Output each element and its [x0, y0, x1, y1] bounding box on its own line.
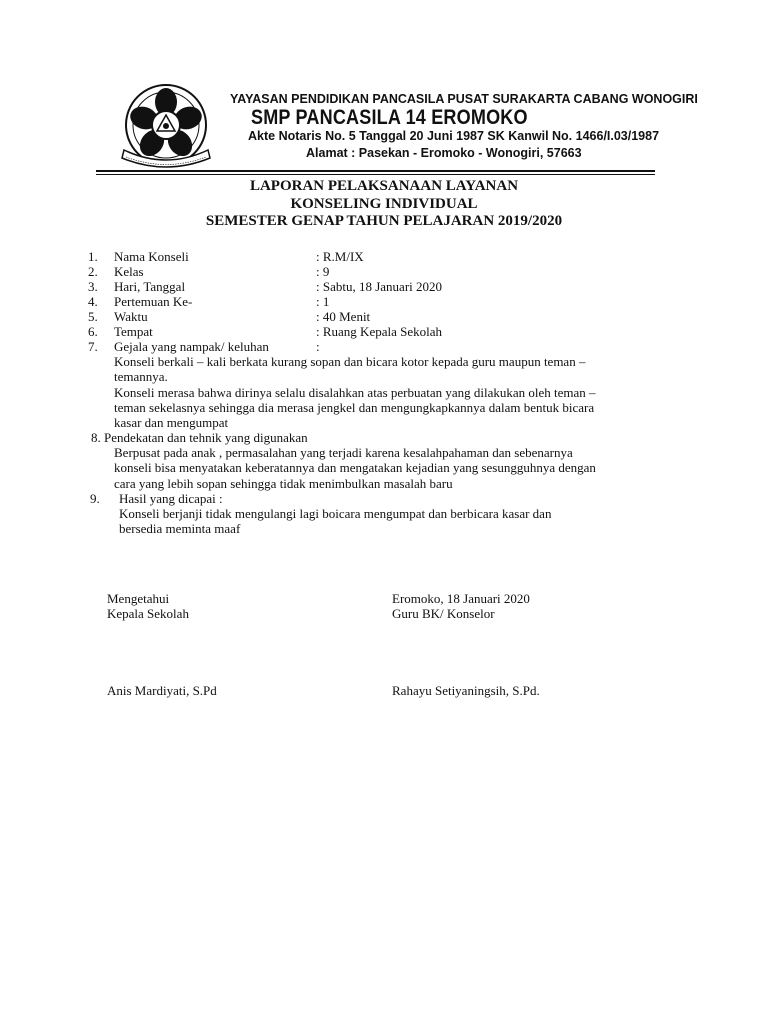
field-value-tempat: : Ruang Kepala Sekolah: [316, 324, 442, 339]
field-label-kelas: Kelas: [114, 264, 144, 279]
field-label-tempat: Tempat: [114, 324, 153, 339]
approach-paragraph: [114, 445, 596, 491]
field-value-hari-tanggal: : Sabtu, 18 Januari 2020: [316, 279, 443, 294]
signature-left-acknowledged: Mengetahui: [107, 591, 170, 606]
result-heading: Hasil yang dicapai :: [119, 491, 223, 506]
field-number: 1.: [88, 249, 98, 264]
field-number: 3.: [88, 279, 98, 294]
signature-left-role: Kepala Sekolah: [107, 606, 189, 621]
signature-right-place-date: Eromoko, 18 Januari 2020: [392, 591, 530, 606]
field-number: 4.: [88, 294, 98, 309]
result-number: 9.: [90, 491, 100, 506]
complaint-line: temannya.: [114, 369, 168, 385]
letterhead-divider-thin: [96, 174, 655, 175]
complaint-line: kasar dan mengumpat: [114, 415, 229, 431]
field-label-gejala: Gejala yang nampak/ keluhan: [114, 339, 269, 354]
foundation-name: YAYASAN PENDIDIKAN PANCASILA PUSAT SURAKARTA CABANG WONOGIRI: [230, 92, 698, 106]
result-line: bersedia meminta maaf: [119, 521, 241, 537]
field-value-pertemuan: : 1: [316, 294, 330, 309]
field-value-gejala: :: [316, 339, 320, 354]
school-name: SMP PANCASILA 14 EROMOKO: [251, 106, 528, 129]
approach-heading: 8. Pendekatan dan tehnik yang digunakan: [91, 430, 308, 445]
result-line: Konseli berjanji tidak mengulangi lagi boicara mengumpat dan berbicara kasar dan: [119, 506, 552, 521]
complaint-line: teman sekelasnya sehingga dia merasa jengkel dan mengungkapkannya dalam bentuk bicara: [114, 399, 595, 415]
approach-line: Berpusat pada anak , permasalahan yang terjadi karena kesalahpahaman dan sebenarnya: [114, 445, 573, 460]
field-number: 6.: [88, 324, 98, 339]
report-title: LAPORAN PELAKSANAAN LAYANAN: [249, 178, 519, 194]
report-semester: SEMESTER GENAP TAHUN PELAJARAN 2019/2020: [205, 213, 563, 229]
field-label-waktu: Waktu: [114, 309, 148, 324]
signature-right-name: Rahayu Setiyaningsih, S.Pd.: [392, 683, 540, 698]
letterhead-divider: [96, 170, 655, 172]
complaint-line: Konseli berkali – kali berkata kurang sopan dan bicara kotor kepada guru maupun teman –: [114, 354, 586, 369]
signature-left-name: Anis Mardiyati, S.Pd: [107, 683, 217, 698]
signature-right-role: Guru BK/ Konselor: [392, 606, 495, 621]
field-number: 2.: [88, 264, 98, 279]
field-label-nama-konseli: Nama Konseli: [114, 249, 189, 264]
field-value-nama-konseli: : R.M/IX: [316, 249, 364, 264]
complaint-line: Konseli merasa bahwa dirinya selalu disalahkan atas perbuatan yang dilakukan oleh teman –: [114, 384, 596, 400]
approach-line: cara yang lebih sopan sehingga tidak menimbulkan masalah baru: [114, 475, 453, 491]
field-value-waktu: : 40 Menit: [316, 309, 371, 324]
school-address: Alamat : Pasekan - Eromoko - Wonogiri, 57663: [306, 146, 582, 160]
report-subtitle: KONSELING INDIVIDUAL: [290, 196, 478, 212]
field-label-hari-tanggal: Hari, Tanggal: [114, 279, 186, 294]
field-value-kelas: : 9: [316, 264, 330, 279]
result-paragraph: [119, 506, 551, 537]
approach-line: konseli bisa menyatakan keberatannya dan mengatakan kejadian yang sesungguhnya dengan: [114, 460, 596, 476]
field-number: 5.: [88, 309, 98, 324]
field-number: 7.: [88, 339, 98, 354]
complaint-paragraph: [114, 354, 596, 430]
school-seal-logo: [110, 78, 222, 172]
field-label-pertemuan: Pertemuan Ke-: [114, 294, 193, 309]
notary-info: Akte Notaris No. 5 Tanggal 20 Juni 1987 SK Kanwil No. 1466/I.03/1987: [248, 129, 660, 143]
